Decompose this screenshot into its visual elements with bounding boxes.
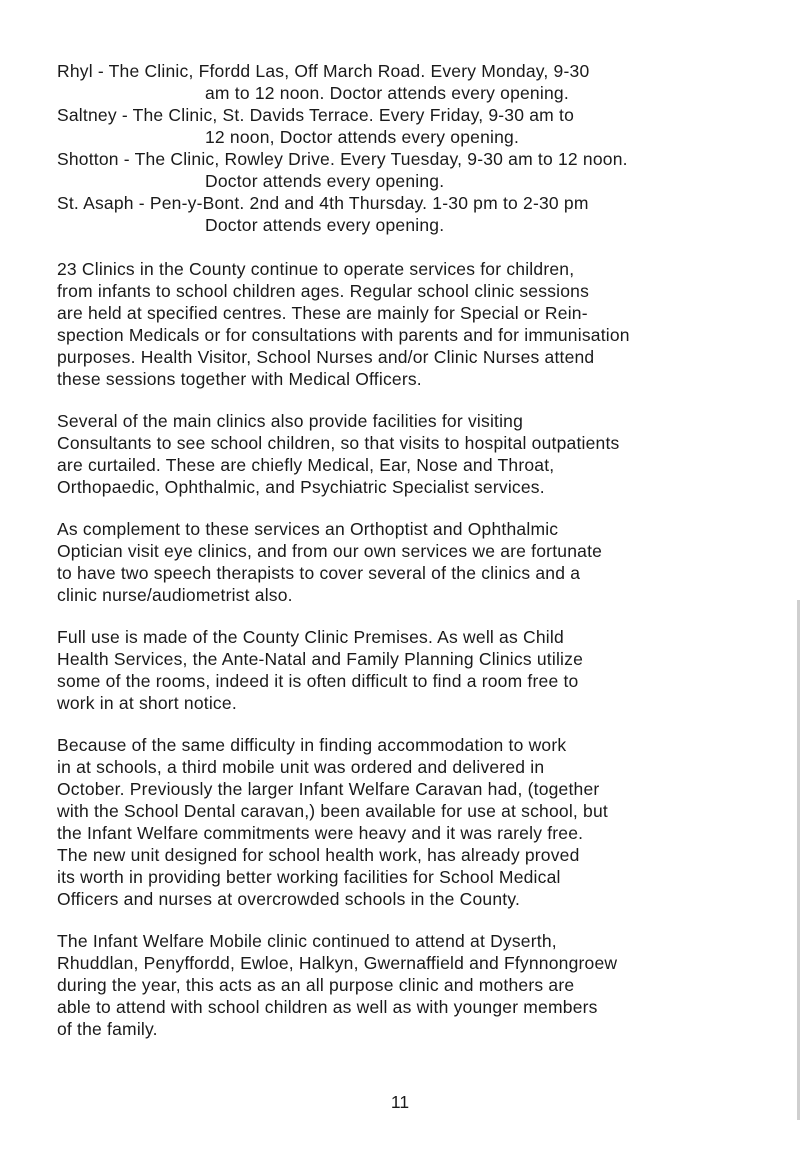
paragraph-county-clinics [57,258,757,390]
text-line: these sessions together with Medical Officers. [57,369,422,389]
text-line: with the School Dental caravan,) been available for use at school, but [57,801,608,821]
text-line: As complement to these services an Orthoptist and Ophthalmic [57,519,559,539]
text-line: The new unit designed for school health work, has already proved [57,845,580,865]
text-line: some of the rooms, indeed it is often difficult to find a room free to [57,671,579,691]
clinic-entry-saltney [57,104,757,148]
paragraph-mobile-unit [57,734,757,910]
text-line: Full use is made of the County Clinic Premises. As well as Child [57,627,564,647]
text-line: its worth in providing better working facilities for School Medical [57,867,561,887]
clinic-entry-line: am to 12 noon. Doctor attends every opening. [205,83,569,103]
text-line: are curtailed. These are chiefly Medical, Ear, Nose and Throat, [57,455,555,475]
clinic-entry-line: 12 noon, Doctor attends every opening. [205,127,520,147]
clinic-entry-st-asaph [57,192,757,236]
text-line: The Infant Welfare Mobile clinic continued to attend at Dyserth, [57,931,557,951]
clinic-entry-shotton [57,148,757,192]
text-line: of the family. [57,1019,158,1039]
text-line: Orthopaedic, Ophthalmic, and Psychiatric Specialist services. [57,477,545,497]
clinic-entry-line: Doctor attends every opening. [205,215,445,235]
text-line: purposes. Health Visitor, School Nurses and/or Clinic Nurses attend [57,347,595,367]
text-line: Optician visit eye clinics, and from our own services we are fortunate [57,541,603,561]
text-line: able to attend with school children as well as with younger members [57,997,598,1017]
text-line: in at schools, a third mobile unit was ordered and delivered in [57,757,545,777]
text-line: work in at short notice. [57,693,237,713]
paragraph-clinic-premises [57,626,757,714]
text-line: Several of the main clinics also provide facilities for visiting [57,411,524,431]
clinic-entry-line: Shotton - The Clinic, Rowley Drive. Every Tuesday, 9-30 am to 12 noon. [57,149,628,169]
text-line: spection Medicals or for consultations with parents and for immunisation [57,325,630,345]
clinic-entry-line: Doctor attends every opening. [205,171,445,191]
clinic-entry-rhyl [57,60,757,104]
text-line: clinic nurse/audiometrist also. [57,585,293,605]
text-line: Rhuddlan, Penyffordd, Ewloe, Halkyn, Gwernaffield and Ffynnongroew [57,953,618,973]
text-line: 23 Clinics in the County continue to operate services for children, [57,259,575,279]
paragraph-consultants [57,410,757,498]
clinic-entry-line: Rhyl - The Clinic, Ffordd Las, Off March Road. Every Monday, 9-30 [57,61,590,81]
text-line: Because of the same difficulty in finding accommodation to work [57,735,567,755]
text-line: during the year, this acts as an all purpose clinic and mothers are [57,975,575,995]
text-line: the Infant Welfare commitments were heavy and it was rarely free. [57,823,584,843]
page-number: 11 [390,1092,410,1112]
text-line: Officers and nurses at overcrowded schools in the County. [57,889,521,909]
text-line: from infants to school children ages. Regular school clinic sessions [57,281,590,301]
paragraph-infant-welfare [57,930,757,1040]
clinic-entry-line: St. Asaph - Pen-y-Bont. 2nd and 4th Thursday. 1-30 pm to 2-30 pm [57,193,589,213]
text-line: October. Previously the larger Infant Welfare Caravan had, (together [57,779,600,799]
page-content [57,60,757,1040]
text-line: Health Services, the Ante-Natal and Family Planning Clinics utilize [57,649,584,669]
paragraph-orthoptist [57,518,757,606]
text-line: are held at specified centres. These are mainly for Special or Rein- [57,303,588,323]
text-line: Consultants to see school children, so that visits to hospital outpatients [57,433,620,453]
text-line: to have two speech therapists to cover several of the clinics and a [57,563,581,583]
clinic-list [57,60,757,236]
clinic-entry-line: Saltney - The Clinic, St. Davids Terrace. Every Friday, 9-30 am to [57,105,574,125]
